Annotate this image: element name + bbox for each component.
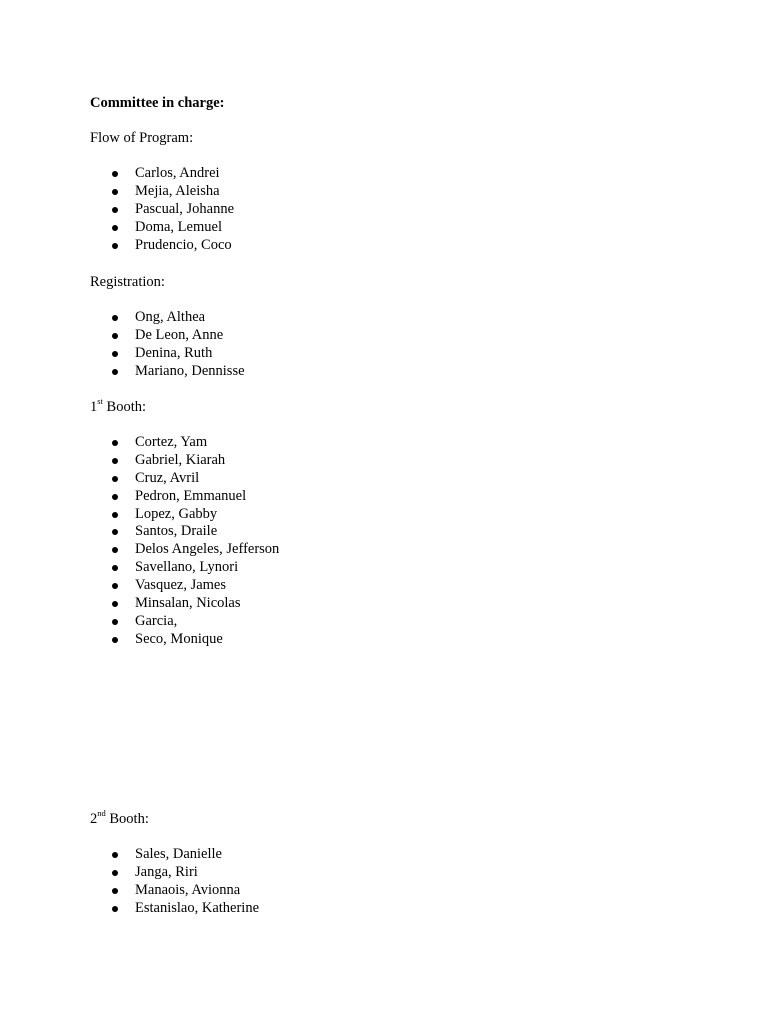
member-name: Carlos, Andrei	[135, 165, 220, 181]
member-name: De Leon, Anne	[135, 326, 224, 343]
member-name: Minsalan, Nicolas	[135, 595, 241, 612]
bullet-icon	[112, 637, 118, 643]
member-name: Prudencio, Coco	[135, 236, 232, 253]
member-name: Vasquez, James	[135, 577, 227, 594]
committee-title: Committee in charge:	[90, 95, 225, 111]
ordinal-number: 2	[90, 811, 98, 827]
bullet-icon	[112, 207, 118, 213]
section-title-flow: Flow of Program:	[90, 130, 194, 146]
member-name: Pedron, Emmanuel	[135, 487, 247, 504]
member-name: Savellano, Lynori	[135, 559, 239, 576]
bullet-icon	[112, 458, 118, 464]
ordinal-number: 1	[90, 399, 98, 415]
section-title-text: Booth:	[105, 811, 149, 827]
section-title-booth1	[90, 398, 146, 416]
bullet-icon	[112, 476, 118, 482]
member-name: Janga, Riri	[135, 863, 198, 880]
member-name: Cruz, Avril	[135, 469, 200, 486]
member-name: Denina, Ruth	[135, 344, 213, 361]
member-name: Delos Angeles, Jefferson	[135, 541, 280, 558]
bullet-icon	[112, 565, 118, 571]
member-name: Doma, Lemuel	[135, 218, 222, 235]
ordinal-suffix: st	[97, 396, 103, 407]
member-name: Pascual, Johanne	[135, 200, 235, 217]
member-name: Lopez, Gabby	[135, 505, 218, 522]
member-name: Estanislao, Katherine	[135, 899, 260, 916]
member-name: Mariano, Dennisse	[135, 362, 245, 379]
bullet-icon	[112, 440, 118, 446]
bullet-icon	[112, 512, 118, 518]
ordinal-suffix: nd	[97, 808, 106, 819]
member-name: Sales, Danielle	[135, 846, 222, 862]
bullet-icon	[112, 333, 118, 339]
section-title-text: Booth:	[102, 399, 147, 415]
member-name: Manaois, Avionna	[135, 881, 241, 898]
bullet-icon	[112, 225, 118, 231]
section-title-registration: Registration:	[90, 274, 165, 290]
bullet-icon	[112, 601, 118, 607]
bullet-icon	[112, 888, 118, 894]
bullet-icon	[112, 852, 118, 858]
bullet-icon	[112, 494, 118, 500]
bullet-icon	[112, 547, 118, 553]
member-name: Mejia, Aleisha	[135, 182, 220, 199]
bullet-icon	[112, 171, 118, 177]
member-name: Gabriel, Kiarah	[135, 451, 226, 468]
member-name: Santos, Draile	[135, 523, 218, 540]
member-name: Cortez, Yam	[135, 434, 208, 450]
bullet-icon	[112, 619, 118, 625]
bullet-icon	[112, 583, 118, 589]
bullet-icon	[112, 369, 118, 375]
bullet-icon	[112, 351, 118, 357]
member-name: Seco, Monique	[135, 630, 223, 647]
bullet-icon	[112, 529, 118, 535]
bullet-icon	[112, 315, 118, 321]
bullet-icon	[112, 906, 118, 912]
member-name: Garcia,	[135, 612, 178, 629]
section-title-booth2	[90, 810, 149, 828]
bullet-icon	[112, 870, 118, 876]
bullet-icon	[112, 189, 118, 195]
bullet-icon	[112, 243, 118, 249]
member-name: Ong, Althea	[135, 309, 206, 325]
